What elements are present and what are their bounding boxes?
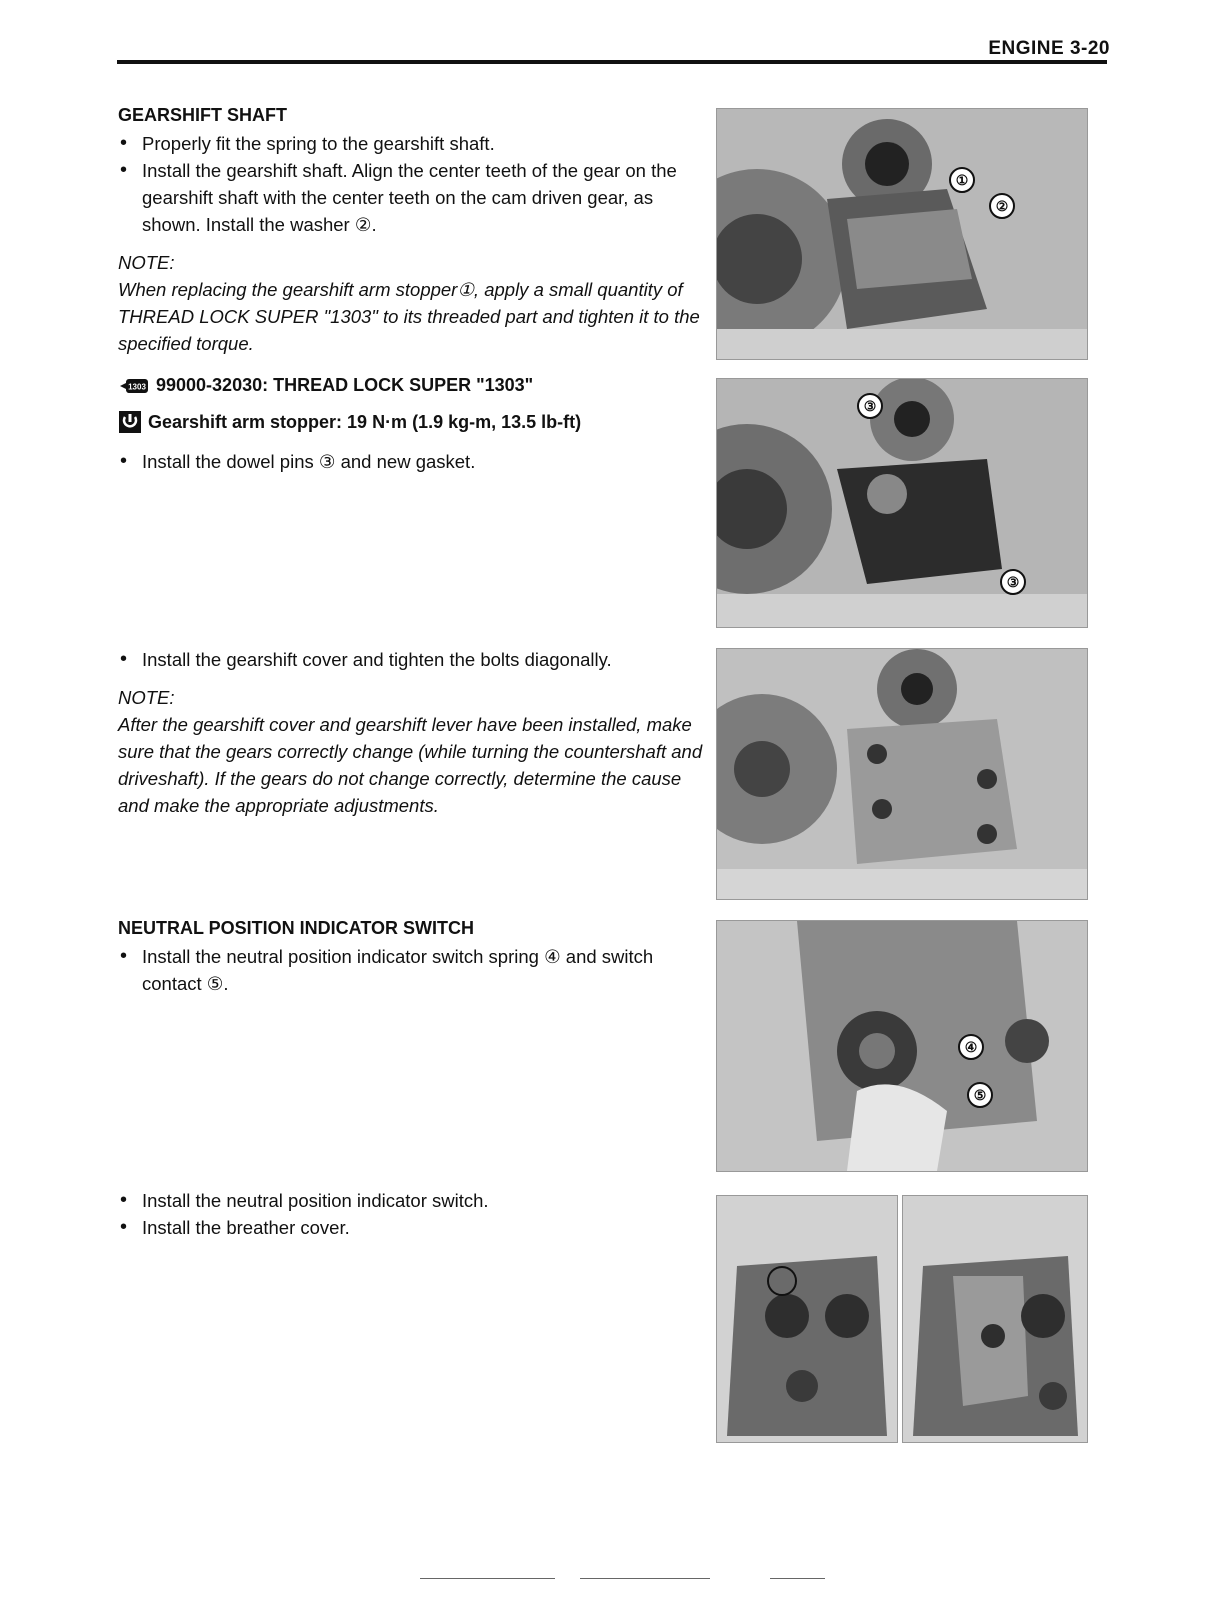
torque-spec-text: Gearshift arm stopper: 19 N·m (1.9 kg-m, 13.5 lb-ft) xyxy=(148,411,582,432)
section-gearshift-shaft xyxy=(118,105,703,475)
engine-photo-5b xyxy=(902,1195,1088,1443)
callout-marker: ⑤ xyxy=(967,1082,993,1108)
header-rule xyxy=(117,60,1107,64)
footer-rule xyxy=(580,1578,710,1579)
note-text: After the gearshift cover and gearshift lever have been installed, make sure that the gears correctly change (while turning the countershaft and driveshaft). If the gears do not change correctly, determine the cause and make the appropriate adjustments. xyxy=(118,714,703,816)
bullet-item: • Install the gearshift cover and tighten the bolts diagonally. xyxy=(118,646,703,673)
thread-lock-icon-text: 1303 xyxy=(128,382,146,391)
section-breather-cover xyxy=(118,1187,703,1241)
bullet-item: • Install the neutral position indicator switch. xyxy=(118,1187,703,1214)
engine-photo-1 xyxy=(716,108,1088,360)
callout-marker: ③ xyxy=(857,393,883,419)
callout-marker: ① xyxy=(949,167,975,193)
engine-photo-4 xyxy=(716,920,1088,1172)
thread-lock-spec-text: 99000-32030: THREAD LOCK SUPER "1303" xyxy=(156,375,534,395)
engine-photo-5a xyxy=(716,1195,898,1443)
note-text: When replacing the gearshift arm stopper①, apply a small quantity of THREAD LOCK SUPER "1303" to its threaded part and tighten it to the specified torque. xyxy=(118,279,700,354)
page-header-label: ENGINE 3-20 xyxy=(988,38,1110,59)
bullet-item: • Install the breather cover. xyxy=(118,1214,703,1241)
bullet-item: • Install the gearshift shaft. Align the center teeth of the gear on the gearshift shaft with the center teeth on the cam driven gear, as shown. Install the washer ②. xyxy=(118,157,703,238)
section-gearshift-cover xyxy=(118,646,703,819)
section-heading: GEARSHIFT SHAFT xyxy=(118,105,287,125)
engine-photo-2 xyxy=(716,378,1088,628)
callout-marker: ③ xyxy=(1000,569,1026,595)
callout-marker: ④ xyxy=(958,1034,984,1060)
bullet-item: • Install the dowel pins ③ and new gasket. xyxy=(118,448,703,475)
torque-wrench-icon xyxy=(118,410,142,434)
thread-lock-spec xyxy=(118,375,703,396)
note-label: NOTE: xyxy=(118,687,175,708)
note-label: NOTE: xyxy=(118,252,175,273)
thread-lock-icon xyxy=(118,377,150,395)
engine-photo-3 xyxy=(716,648,1088,900)
section-heading: NEUTRAL POSITION INDICATOR SWITCH xyxy=(118,918,475,938)
section-neutral-switch xyxy=(118,918,703,997)
footer-rule xyxy=(420,1578,555,1579)
torque-spec xyxy=(118,410,703,434)
bullet-item: • Properly fit the spring to the gearshift shaft. xyxy=(118,130,703,157)
footer-rule xyxy=(770,1578,825,1579)
bullet-item: • Install the neutral position indicator switch spring ④ and switch contact ⑤. xyxy=(118,943,703,997)
callout-marker: ② xyxy=(989,193,1015,219)
